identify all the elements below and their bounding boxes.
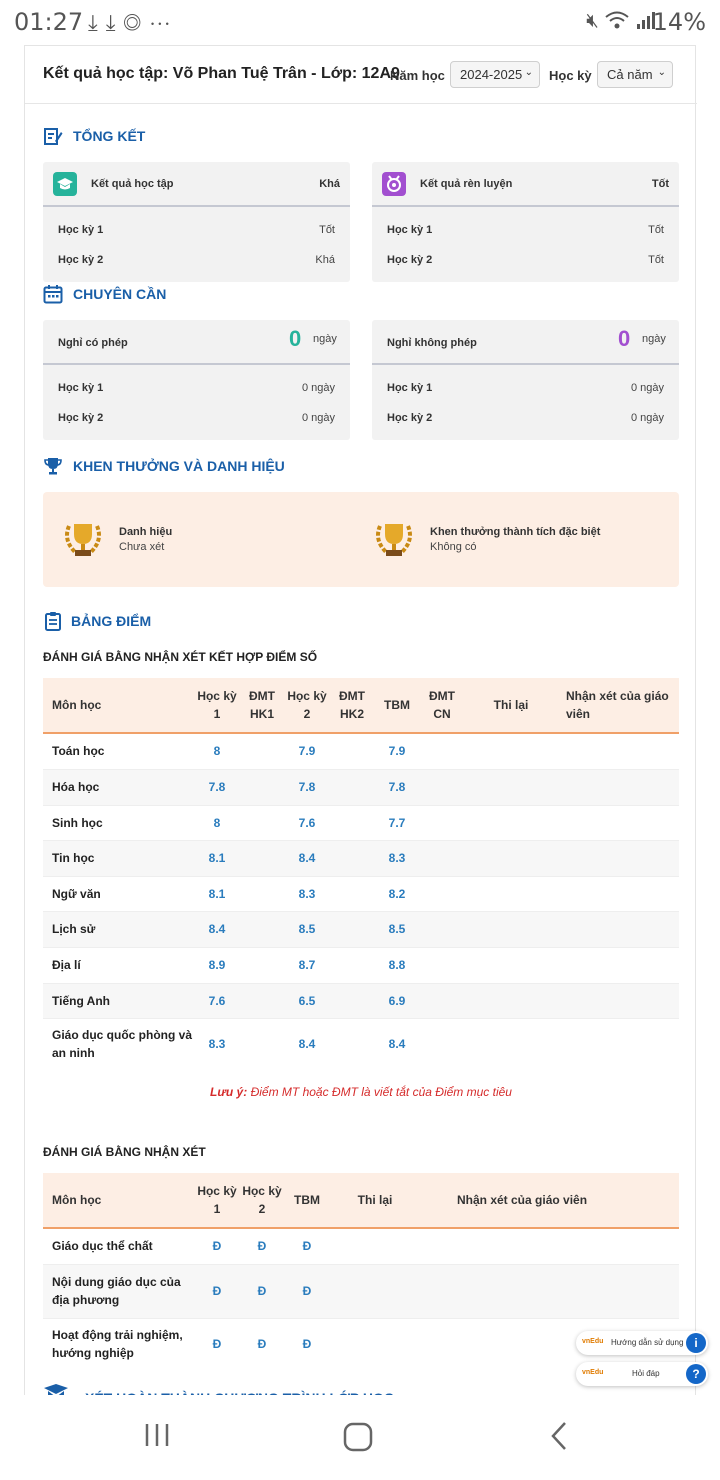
excused-absence-count: 0	[289, 326, 302, 351]
teacher-comment-cell	[557, 947, 679, 983]
trophy-laurel-icon	[61, 516, 105, 562]
dmt-hk1-cell	[239, 769, 285, 805]
attendance-section-title: CHUYÊN CẦN	[73, 286, 167, 302]
col-dmt-cn: ĐMT CN	[419, 678, 465, 733]
status-time: 01:27	[14, 8, 84, 36]
hk2-score: 8.3	[285, 876, 329, 911]
table-row	[43, 805, 679, 840]
dmt-cn-cell	[419, 983, 465, 1018]
awards-section-title: KHEN THƯỞNG VÀ DANH HIỆU	[73, 458, 285, 474]
row-value: Khá	[315, 254, 335, 266]
hk1-grade: Đ	[195, 1318, 239, 1370]
hk1-score: 7.6	[195, 983, 239, 1018]
excused-row-hk1	[43, 382, 350, 402]
table-row	[43, 1228, 679, 1264]
dmt-hk2-cell	[329, 733, 375, 769]
unexcused-absence-title: Nghỉ không phép	[387, 337, 477, 349]
sync-icon: ◎	[123, 10, 149, 35]
academic-result-header	[43, 162, 350, 207]
trophy-laurel-icon	[372, 516, 416, 562]
results-header	[25, 46, 697, 104]
row-label: Học kỳ 1	[387, 382, 433, 394]
tbm-score: 6.9	[375, 983, 419, 1018]
dmt-cn-cell	[419, 876, 465, 911]
academic-row-hk2	[43, 254, 350, 274]
hk2-score: 8.5	[285, 911, 329, 947]
table-row	[43, 1018, 679, 1070]
teacher-comment-cell	[557, 1018, 679, 1070]
row-label: Học kỳ 2	[387, 254, 433, 266]
hk1-score: 8.9	[195, 947, 239, 983]
dmt-hk2-cell	[329, 1018, 375, 1070]
row-label: Học kỳ 1	[58, 224, 104, 236]
row-value: 0 ngày	[301, 382, 335, 394]
dmt-hk2-cell	[329, 911, 375, 947]
subject-cell: Hóa học	[43, 769, 195, 805]
dmt-cn-cell	[419, 805, 465, 840]
user-guide-label: Hướng dẫn sử dụng	[611, 1338, 684, 1347]
hk2-score: 8.7	[285, 947, 329, 983]
dmt-hk1-cell	[239, 733, 285, 769]
retake-cell	[465, 840, 557, 876]
page-title: Kết quả học tập: Võ Phan Tuệ Trân - Lớp: 12A9	[43, 65, 400, 82]
tbm-score: 8.4	[375, 1018, 419, 1070]
subject-cell: Giáo dục quốc phòng và an ninh	[43, 1018, 195, 1070]
dmt-hk1-cell	[239, 911, 285, 947]
academic-result-card	[43, 162, 350, 282]
tbm-score: 7.9	[375, 733, 419, 769]
retake-cell	[465, 1018, 557, 1070]
dmt-hk1-cell	[239, 983, 285, 1018]
conduct-result-value: Tốt	[651, 178, 669, 190]
status-left-icons	[88, 10, 179, 36]
subject-cell: Giáo dục thể chất	[43, 1228, 195, 1264]
more-icon: ⋯	[148, 10, 179, 35]
note-prefix: Lưu ý:	[210, 1085, 248, 1099]
tbm-score: 8.5	[375, 911, 419, 947]
col-teacher-comment: Nhận xét của giáo viên	[421, 1173, 679, 1228]
hk1-score: 8.3	[195, 1018, 239, 1070]
teacher-comment-cell	[557, 911, 679, 947]
unexcused-absence-card	[372, 320, 679, 440]
table-row	[43, 769, 679, 805]
col-teacher-comment: Nhận xét của giáo viên	[557, 678, 679, 733]
conduct-row-hk1	[372, 224, 679, 244]
retake-cell	[465, 911, 557, 947]
tbm-grade: Đ	[285, 1228, 329, 1264]
tbm-score: 7.7	[375, 805, 419, 840]
hk1-score: 8.1	[195, 840, 239, 876]
hk2-score: 7.9	[285, 733, 329, 769]
row-value: Tốt	[648, 224, 664, 236]
table-row	[43, 947, 679, 983]
dmt-hk1-cell	[239, 840, 285, 876]
col-subject: Môn học	[43, 1173, 195, 1228]
trophy-icon	[43, 456, 63, 476]
row-label: Học kỳ 1	[58, 382, 104, 394]
status-right-icons	[586, 10, 656, 33]
subject-cell: Nội dung giáo dục của địa phương	[43, 1264, 195, 1318]
vnedu-logo: vnEdu	[582, 1369, 604, 1376]
excused-absence-card	[43, 320, 350, 440]
teacher-comment-cell	[557, 840, 679, 876]
table-row	[43, 911, 679, 947]
award-title-value: Chưa xét	[119, 541, 165, 553]
row-label: Học kỳ 2	[58, 254, 104, 266]
academic-result-title: Kết quả học tập	[91, 178, 174, 190]
row-value: 0 ngày	[301, 412, 335, 424]
hk1-grade: Đ	[195, 1264, 239, 1318]
faq-button[interactable]	[576, 1362, 708, 1386]
table1-title: ĐÁNH GIÁ BẰNG NHẬN XÉT KẾT HỢP ĐIỂM SỐ	[43, 650, 318, 664]
dmt-hk1-cell	[239, 1018, 285, 1070]
info-icon: i	[686, 1333, 706, 1353]
table-header-row	[43, 1173, 679, 1228]
dmt-hk2-cell	[329, 840, 375, 876]
dmt-cn-cell	[419, 733, 465, 769]
col-hk1: Học kỳ 1	[195, 1173, 239, 1228]
subject-cell: Địa lí	[43, 947, 195, 983]
academic-result-value: Khá	[319, 178, 340, 190]
question-icon: ?	[686, 1364, 706, 1384]
hk1-grade: Đ	[195, 1228, 239, 1264]
awards-panel	[43, 492, 679, 587]
dmt-hk1-cell	[239, 876, 285, 911]
tbm-grade: Đ	[285, 1264, 329, 1318]
dmt-hk1-cell	[239, 805, 285, 840]
faq-label: Hỏi đáp	[632, 1369, 660, 1378]
dmt-cn-cell	[419, 769, 465, 805]
table2-title: ĐÁNH GIÁ BẰNG NHẬN XÉT	[43, 1145, 206, 1159]
download-icon: ⤓	[105, 10, 124, 35]
table-header-row	[43, 678, 679, 733]
chevron-down-icon: ⌄	[524, 67, 533, 78]
tbm-score: 7.8	[375, 769, 419, 805]
teacher-comment-cell	[557, 769, 679, 805]
hk1-score: 8.1	[195, 876, 239, 911]
hk2-grade: Đ	[239, 1264, 285, 1318]
home-icon[interactable]	[342, 1421, 374, 1453]
row-label: Học kỳ 2	[387, 412, 433, 424]
row-value: Tốt	[648, 254, 664, 266]
grades-section-title: BẢNG ĐIỂM	[71, 613, 152, 629]
tbm-score: 8.2	[375, 876, 419, 911]
unexcused-row-hk2	[372, 412, 679, 432]
dmt-hk2-cell	[329, 805, 375, 840]
teacher-comment-cell	[557, 733, 679, 769]
retake-cell	[329, 1318, 421, 1370]
term-select[interactable]	[597, 61, 673, 88]
graded-subjects-table	[43, 678, 679, 1070]
conduct-result-title: Kết quả rèn luyện	[420, 178, 513, 190]
dmt-cn-cell	[419, 1018, 465, 1070]
subject-cell: Tiếng Anh	[43, 983, 195, 1018]
subject-cell: Toán học	[43, 733, 195, 769]
year-label: Năm học	[390, 68, 445, 83]
hk2-score: 7.8	[285, 769, 329, 805]
teacher-comment-cell	[421, 1264, 679, 1318]
dmt-cn-cell	[419, 911, 465, 947]
retake-cell	[329, 1264, 421, 1318]
col-hk1: Học kỳ 1	[195, 678, 239, 733]
dmt-hk2-cell	[329, 876, 375, 911]
row-label: Học kỳ 1	[387, 224, 433, 236]
academic-row-hk1	[43, 224, 350, 244]
col-tbm: TBM	[285, 1173, 329, 1228]
conduct-row-hk2	[372, 254, 679, 274]
recent-apps-icon[interactable]	[143, 1421, 171, 1449]
abbreviation-note	[25, 1085, 697, 1099]
status-bar	[0, 0, 720, 44]
hk2-grade: Đ	[239, 1318, 285, 1370]
table-row	[43, 1264, 679, 1318]
unexcused-absence-count: 0	[618, 326, 631, 351]
download-icon: ⤓	[88, 10, 106, 35]
teacher-comment-cell	[421, 1228, 679, 1264]
calendar-icon	[43, 284, 63, 304]
dmt-hk2-cell	[329, 769, 375, 805]
hk1-score: 8.4	[195, 911, 239, 947]
retake-cell	[465, 769, 557, 805]
hk1-score: 8	[195, 733, 239, 769]
col-dmt-hk1: ĐMT HK1	[239, 678, 285, 733]
dmt-hk1-cell	[239, 947, 285, 983]
year-select[interactable]	[450, 61, 540, 88]
back-icon[interactable]	[548, 1421, 570, 1451]
dmt-cn-cell	[419, 947, 465, 983]
subject-cell: Hoạt động trải nghiệm, hướng nghiệp	[43, 1318, 195, 1370]
retake-cell	[465, 805, 557, 840]
excused-absence-unit: ngày	[313, 333, 337, 345]
hk2-score: 8.4	[285, 840, 329, 876]
battery-level: 14%	[652, 8, 706, 36]
hk2-score: 8.4	[285, 1018, 329, 1070]
retake-cell	[465, 983, 557, 1018]
hk2-score: 6.5	[285, 983, 329, 1018]
subject-cell: Sinh học	[43, 805, 195, 840]
conduct-result-header	[372, 162, 679, 207]
unexcused-absence-header	[372, 320, 679, 365]
table-row	[43, 733, 679, 769]
retake-cell	[465, 876, 557, 911]
subject-cell: Tin học	[43, 840, 195, 876]
summary-section-title: TỔNG KẾT	[73, 128, 146, 144]
excused-row-hk2	[43, 412, 350, 432]
row-value: 0 ngày	[630, 412, 664, 424]
dmt-hk2-cell	[329, 947, 375, 983]
vnedu-logo: vnEdu	[582, 1338, 604, 1345]
chevron-down-icon: ⌄	[657, 67, 666, 78]
term-select-value: Cả năm	[607, 67, 653, 82]
note-text: Điểm MT hoặc ĐMT là viết tắt của Điểm mục tiêu	[247, 1085, 512, 1099]
col-hk2: Học kỳ 2	[285, 678, 329, 733]
excused-absence-title: Nghỉ có phép	[58, 337, 128, 349]
col-dmt-hk2: ĐMT HK2	[329, 678, 375, 733]
col-hk2: Học kỳ 2	[239, 1173, 285, 1228]
android-nav-bar	[0, 1395, 720, 1480]
teacher-comment-cell	[557, 805, 679, 840]
col-retake: Thi lại	[465, 678, 557, 733]
row-value: 0 ngày	[630, 382, 664, 394]
dmt-hk2-cell	[329, 983, 375, 1018]
graduation-cap-icon	[53, 172, 77, 196]
user-guide-button[interactable]	[576, 1331, 708, 1355]
table-row	[43, 876, 679, 911]
col-retake: Thi lại	[329, 1173, 421, 1228]
tbm-grade: Đ	[285, 1318, 329, 1370]
teacher-comment-cell	[557, 876, 679, 911]
subject-cell: Lịch sử	[43, 911, 195, 947]
mute-icon: 🔇︎	[586, 10, 599, 32]
retake-cell	[465, 733, 557, 769]
tbm-score: 8.3	[375, 840, 419, 876]
row-label: Học kỳ 2	[58, 412, 104, 424]
wifi-icon	[604, 10, 630, 30]
term-label: Học kỳ	[549, 68, 592, 83]
special-award-label: Khen thưởng thành tích đặc biệt	[430, 526, 601, 538]
col-tbm: TBM	[375, 678, 419, 733]
col-subject: Môn học	[43, 678, 195, 733]
retake-cell	[329, 1228, 421, 1264]
hk2-grade: Đ	[239, 1228, 285, 1264]
hk2-score: 7.6	[285, 805, 329, 840]
edit-note-icon	[43, 126, 63, 146]
medal-icon	[382, 172, 406, 196]
hk1-score: 8	[195, 805, 239, 840]
clipboard-icon	[43, 611, 63, 631]
unexcused-row-hk1	[372, 382, 679, 402]
dmt-cn-cell	[419, 840, 465, 876]
tbm-score: 8.8	[375, 947, 419, 983]
subject-cell: Ngữ văn	[43, 876, 195, 911]
retake-cell	[465, 947, 557, 983]
row-value: Tốt	[319, 224, 335, 236]
teacher-comment-cell	[557, 983, 679, 1018]
conduct-result-card	[372, 162, 679, 282]
hk1-score: 7.8	[195, 769, 239, 805]
unexcused-absence-unit: ngày	[642, 333, 666, 345]
special-award-value: Không có	[430, 541, 477, 553]
year-select-value: 2024-2025	[460, 67, 523, 82]
excused-absence-header	[43, 320, 350, 365]
table-row	[43, 983, 679, 1018]
award-title-label: Danh hiệu	[119, 526, 173, 538]
results-card	[24, 45, 696, 1395]
table-row	[43, 840, 679, 876]
